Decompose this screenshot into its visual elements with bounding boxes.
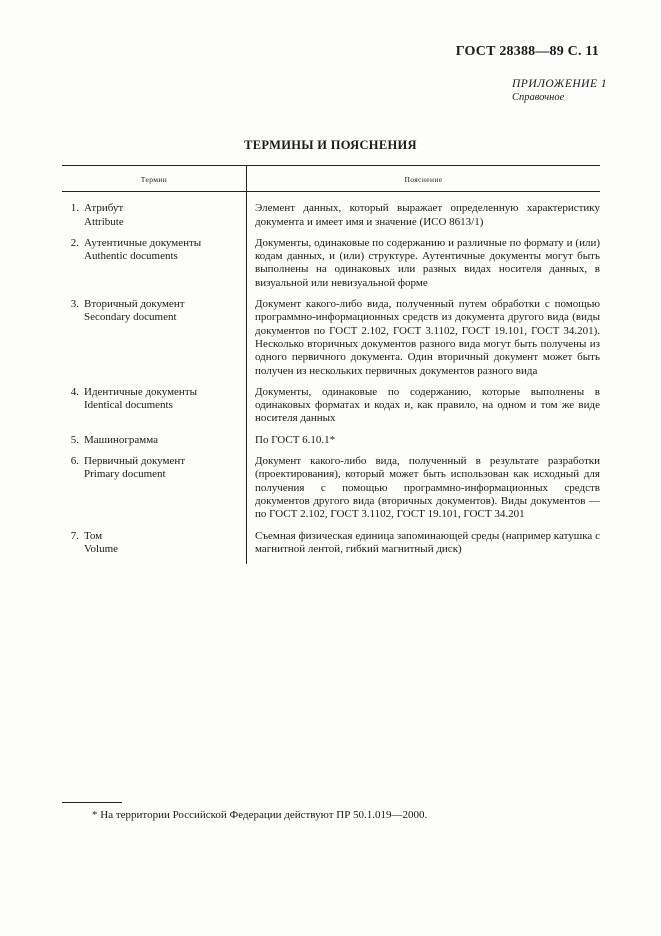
term-ru: Идентичные документы [84, 385, 198, 398]
table-row [62, 237, 600, 298]
term-ru: Вторичный документ [84, 298, 185, 311]
appendix-number: ПРИЛОЖЕНИЕ 1 [512, 78, 608, 90]
page-title: ТЕРМИНЫ И ПОЯСНЕНИЯ [244, 138, 417, 152]
term-en: Primary document [84, 468, 166, 481]
terms-table [62, 165, 600, 564]
term-number: 1. [70, 202, 79, 215]
term-ru: Первичный документ [84, 455, 186, 468]
table-row [62, 192, 600, 237]
term-ru: Машинограмма [84, 433, 159, 446]
table-row [62, 530, 600, 565]
term-explanation: Элемент данных, который выражает определенную характеристику документа и имеет имя и значение (ИСО 8613/1) [255, 202, 600, 228]
term-en: Attribute [84, 215, 124, 228]
footnote: * На территории Российской Федерации действуют ПР 50.1.019—2000. [92, 809, 428, 821]
term-number: 5. [70, 433, 79, 446]
term-explanation: Съемная физическая единица запоминающей среды (например катушка с магнитной лентой, гибкий магнитный диск) [255, 529, 600, 555]
term-explanation: Документы, одинаковые по содержанию и различные по формату и (или) кодам данных, и (или) структуре. Аутентичные документы могут быть выполнены на одинаковых или разных видах носителя данных, в визуальной или невизуальной форме [255, 236, 600, 289]
term-ru: Атрибут [84, 202, 124, 215]
appendix-label [512, 77, 607, 105]
term-explanation: Документы, одинаковые по содержанию, которые выполнены в одинаковых форматах и кодах и, как правило, на одном и том же виде носителя данных [255, 385, 600, 425]
column-header-explanation: Пояснение [247, 166, 601, 192]
term-ru: Аутентичные документы [84, 236, 202, 249]
table-row [62, 434, 600, 455]
page-header: ГОСТ 28388—89 С. 11 [455, 44, 599, 59]
table-row [62, 298, 600, 386]
term-number: 2. [70, 236, 79, 249]
term-en: Secondary document [84, 311, 177, 324]
term-number: 3. [70, 298, 79, 311]
term-en: Authentic documents [84, 250, 178, 263]
table-header-row [62, 166, 600, 192]
table-row [62, 455, 600, 529]
term-explanation: Документ какого-либо вида, полученный путем обработки с помощью программно-информационных средств из документа другого вида (виды документов по ГОСТ 2.102, ГОСТ 3.1102, ГОСТ 19.101, ГОСТ 34.201). Несколько вторичных документов разного вида могут быть получены из одного первичного документа. Один вторичный документ может быть получен из нескольких первичных документов разного вида [255, 298, 600, 377]
term-number: 4. [70, 385, 79, 398]
term-ru: Том [84, 529, 103, 542]
term-explanation: Документ какого-либо вида, полученный в результате разработки (проектирования), который может быть использован как исходный для получения с помощью программно-информационных средств документов другого вида (вторичных документов). Виды документов — по ГОСТ 2.102, ГОСТ 3.1102, ГОСТ 19.101, ГОСТ 34.201 [255, 455, 600, 521]
term-number: 6. [70, 455, 79, 468]
term-explanation: По ГОСТ 6.10.1* [255, 433, 336, 446]
appendix-type: Справочное [512, 92, 565, 103]
table-row [62, 386, 600, 434]
term-en: Identical documents [84, 399, 173, 412]
term-number: 7. [70, 529, 79, 542]
term-en: Volume [84, 542, 119, 555]
footnote-divider [62, 802, 122, 803]
column-header-term: Термин [62, 166, 247, 192]
